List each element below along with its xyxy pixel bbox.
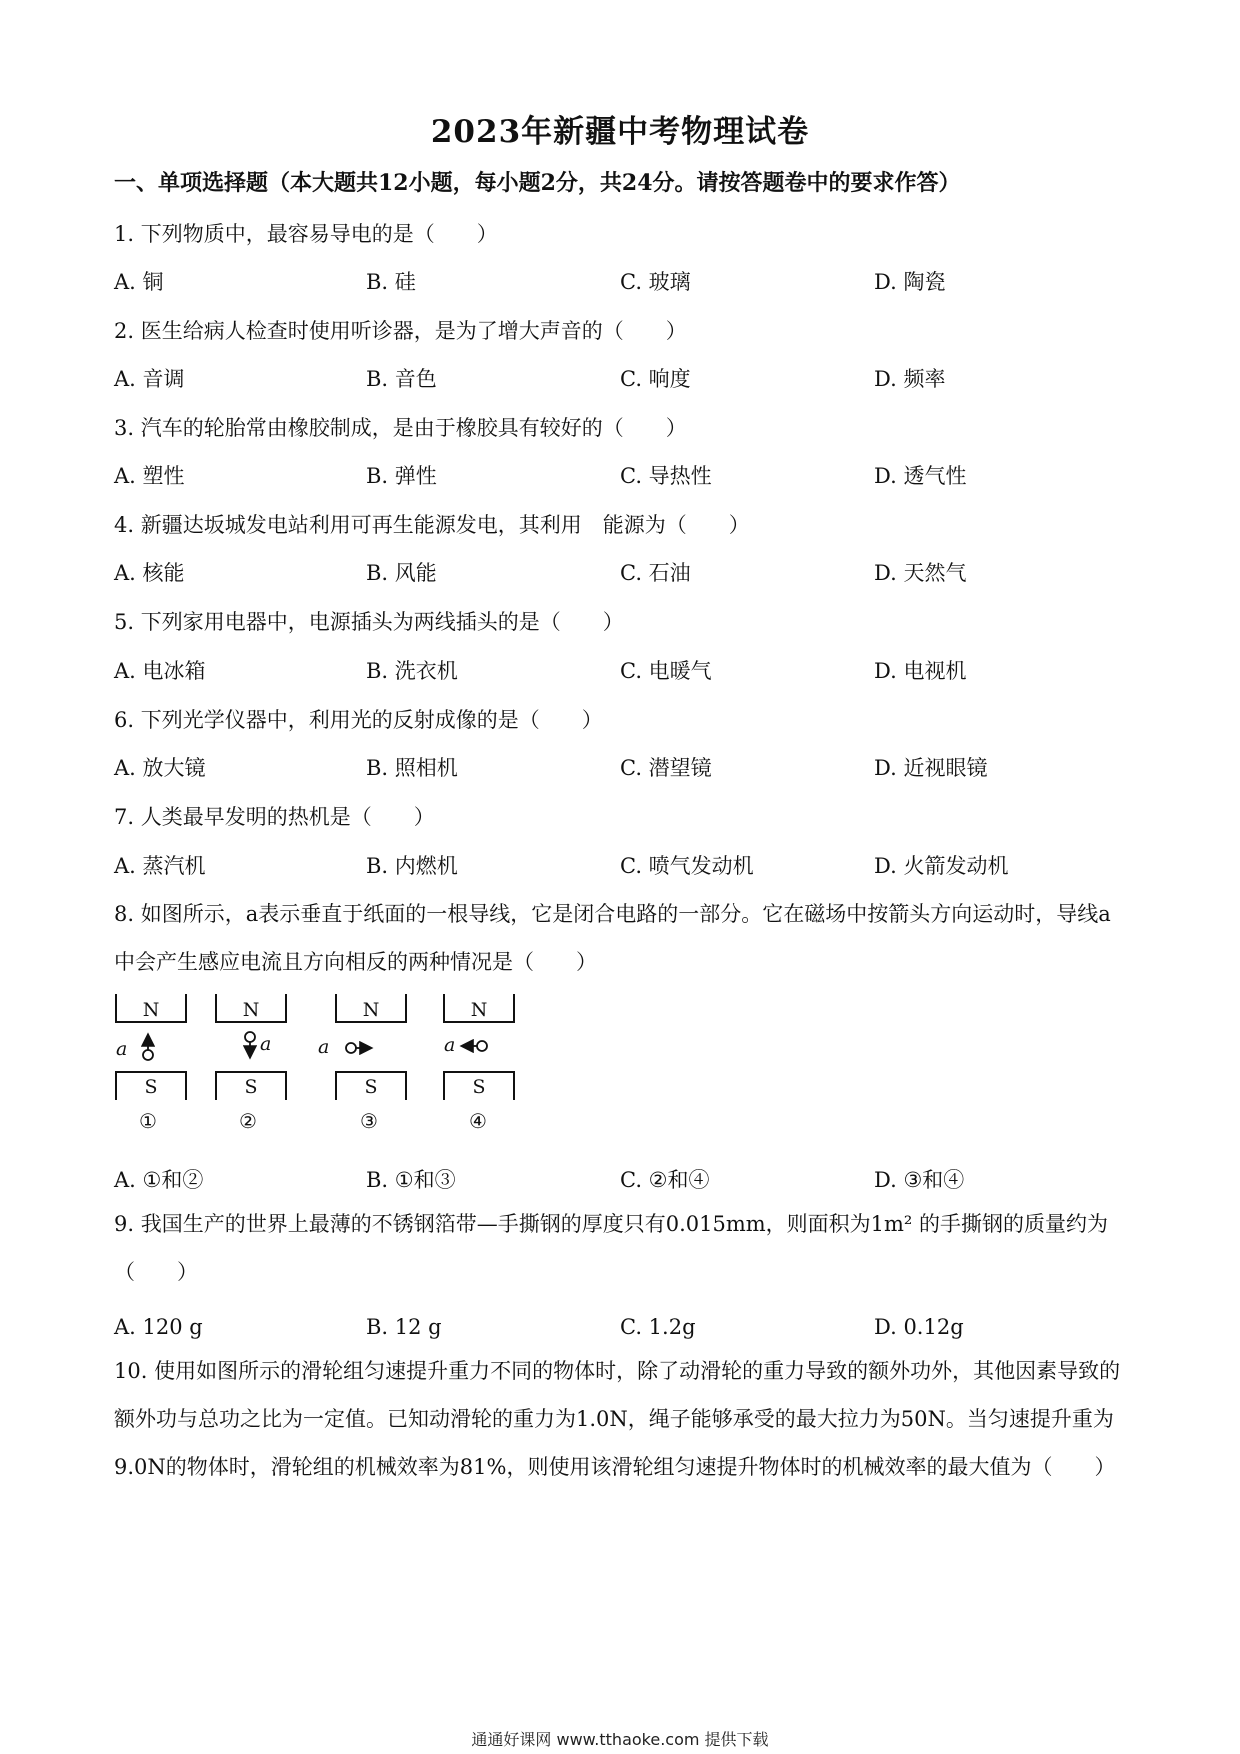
wire-label: a	[260, 1033, 272, 1055]
option-b[interactable]: B. 弹性	[366, 464, 437, 488]
option-c[interactable]: C. 喷气发动机	[620, 854, 754, 878]
question-9-options	[114, 1317, 1124, 1343]
question-5-stem: 5. 下列家用电器中，电源插头为两线插头的是（ ）	[114, 610, 624, 634]
question-6-options	[114, 758, 1124, 784]
option-b[interactable]: B. 风能	[366, 561, 437, 585]
wire-cross-section	[477, 1041, 487, 1051]
question-7-options	[114, 856, 1124, 882]
option-d[interactable]: D. 火箭发动机	[874, 854, 1009, 878]
option-a[interactable]: A. 蒸汽机	[114, 854, 206, 878]
option-c[interactable]: C. 响度	[620, 367, 691, 391]
option-c[interactable]: C. 玻璃	[620, 270, 691, 294]
question-3-options	[114, 466, 1124, 492]
north-label: N	[242, 999, 260, 1021]
option-a[interactable]: A. 电冰箱	[114, 659, 206, 683]
option-b[interactable]: B. 12 g	[366, 1315, 442, 1339]
option-a[interactable]: A. 塑性	[114, 464, 185, 488]
south-label: S	[364, 1076, 378, 1098]
question-2-options	[114, 369, 1124, 395]
option-b[interactable]: B. 内燃机	[366, 854, 458, 878]
option-d[interactable]: D. 陶瓷	[874, 270, 946, 294]
option-c[interactable]: C. 1.2g	[620, 1315, 696, 1339]
south-label: S	[472, 1076, 486, 1098]
panel-label-1: ①	[139, 1109, 157, 1133]
option-a[interactable]: A. 音调	[114, 367, 185, 391]
panel-label-4: ④	[469, 1109, 487, 1133]
question-8-stem: 8. 如图所示，a表示垂直于纸面的一根导线，它是闭合电路的一部分。它在磁场中按箭头方向运动时，导线a中会产生感应电流且方向相反的两种情况是（ ）	[114, 902, 1111, 974]
exam-title: 2023年新疆中考物理试卷	[430, 114, 810, 150]
wire-label: a	[116, 1038, 128, 1060]
page-footer: 通通好课网 www.tthaoke.com 提供下载	[471, 1730, 769, 1749]
panel-label-2: ②	[239, 1109, 257, 1133]
north-label: N	[470, 999, 488, 1021]
option-c[interactable]: C. ②和④	[620, 1168, 710, 1192]
question-6-stem: 6. 下列光学仪器中，利用光的反射成像的是（ ）	[114, 708, 603, 732]
option-b[interactable]: B. 音色	[366, 367, 437, 391]
question-5-options	[114, 661, 1124, 687]
question-8-options	[114, 1170, 1124, 1196]
question-1-stem: 1. 下列物质中，最容易导电的是（ ）	[114, 222, 498, 246]
option-b[interactable]: B. ①和③	[366, 1168, 456, 1192]
option-d[interactable]: D. ③和④	[874, 1168, 965, 1192]
option-a[interactable]: A. 铜	[114, 270, 164, 294]
wire-cross-section	[346, 1043, 356, 1053]
question-3-stem: 3. 汽车的轮胎常由橡胶制成，是由于橡胶具有较好的（ ）	[114, 416, 687, 440]
question-4-stem: 4. 新疆达坂城发电站利用可再生能源发电，其利用 能源为（ ）	[114, 513, 750, 537]
question-2-stem: 2. 医生给病人检查时使用听诊器，是为了增大声音的（ ）	[114, 319, 687, 343]
south-label: S	[244, 1076, 258, 1098]
option-d[interactable]: D. 电视机	[874, 659, 967, 683]
question-7-stem: 7. 人类最早发明的热机是（ ）	[114, 805, 435, 829]
option-a[interactable]: A. ①和②	[114, 1168, 204, 1192]
option-b[interactable]: B. 洗衣机	[366, 659, 458, 683]
wire-label: a	[444, 1034, 456, 1056]
option-c[interactable]: C. 导热性	[620, 464, 712, 488]
option-b[interactable]: B. 硅	[366, 270, 416, 294]
option-d[interactable]: D. 天然气	[874, 561, 967, 585]
magnet-wire-figure	[112, 992, 532, 1142]
question-4-options	[114, 563, 1124, 589]
wire-cross-section	[143, 1050, 153, 1060]
question-1-options	[114, 272, 1124, 298]
south-label: S	[144, 1076, 158, 1098]
section-heading: 一、单项选择题（本大题共12小题，每小题2分，共24分。请按答题卷中的要求作答）	[114, 170, 961, 196]
option-d[interactable]: D. 近视眼镜	[874, 756, 988, 780]
option-a[interactable]: A. 120 g	[114, 1315, 203, 1339]
option-d[interactable]: D. 透气性	[874, 464, 967, 488]
option-c[interactable]: C. 石油	[620, 561, 691, 585]
wire-label: a	[318, 1036, 330, 1058]
north-label: N	[362, 999, 380, 1021]
option-d[interactable]: D. 频率	[874, 367, 946, 391]
option-c[interactable]: C. 潜望镜	[620, 756, 712, 780]
option-a[interactable]: A. 放大镜	[114, 756, 206, 780]
option-d[interactable]: D. 0.12g	[874, 1315, 964, 1339]
question-10-stem: 10. 使用如图所示的滑轮组匀速提升重力不同的物体时，除了动滑轮的重力导致的额外功外，其他因素导致的额外功与总功之比为一定值。已知动滑轮的重力为1.0N，绳子能够承受的最大拉力为50N。当匀速提升重为9.0N的物体时，滑轮组的机械效率为81%，则使用该滑轮组匀速提升物体时的机械效率的最大值为（ ）	[114, 1359, 1121, 1479]
north-label: N	[142, 999, 160, 1021]
question-9-stem: 9. 我国生产的世界上最薄的不锈钢箔带—手撕钢的厚度只有0.015mm，则面积为1m² 的手撕钢的质量约为（ ）	[114, 1212, 1109, 1284]
panel-label-3: ③	[360, 1109, 378, 1133]
option-c[interactable]: C. 电暖气	[620, 659, 712, 683]
wire-cross-section	[245, 1032, 255, 1042]
option-b[interactable]: B. 照相机	[366, 756, 458, 780]
option-a[interactable]: A. 核能	[114, 561, 185, 585]
